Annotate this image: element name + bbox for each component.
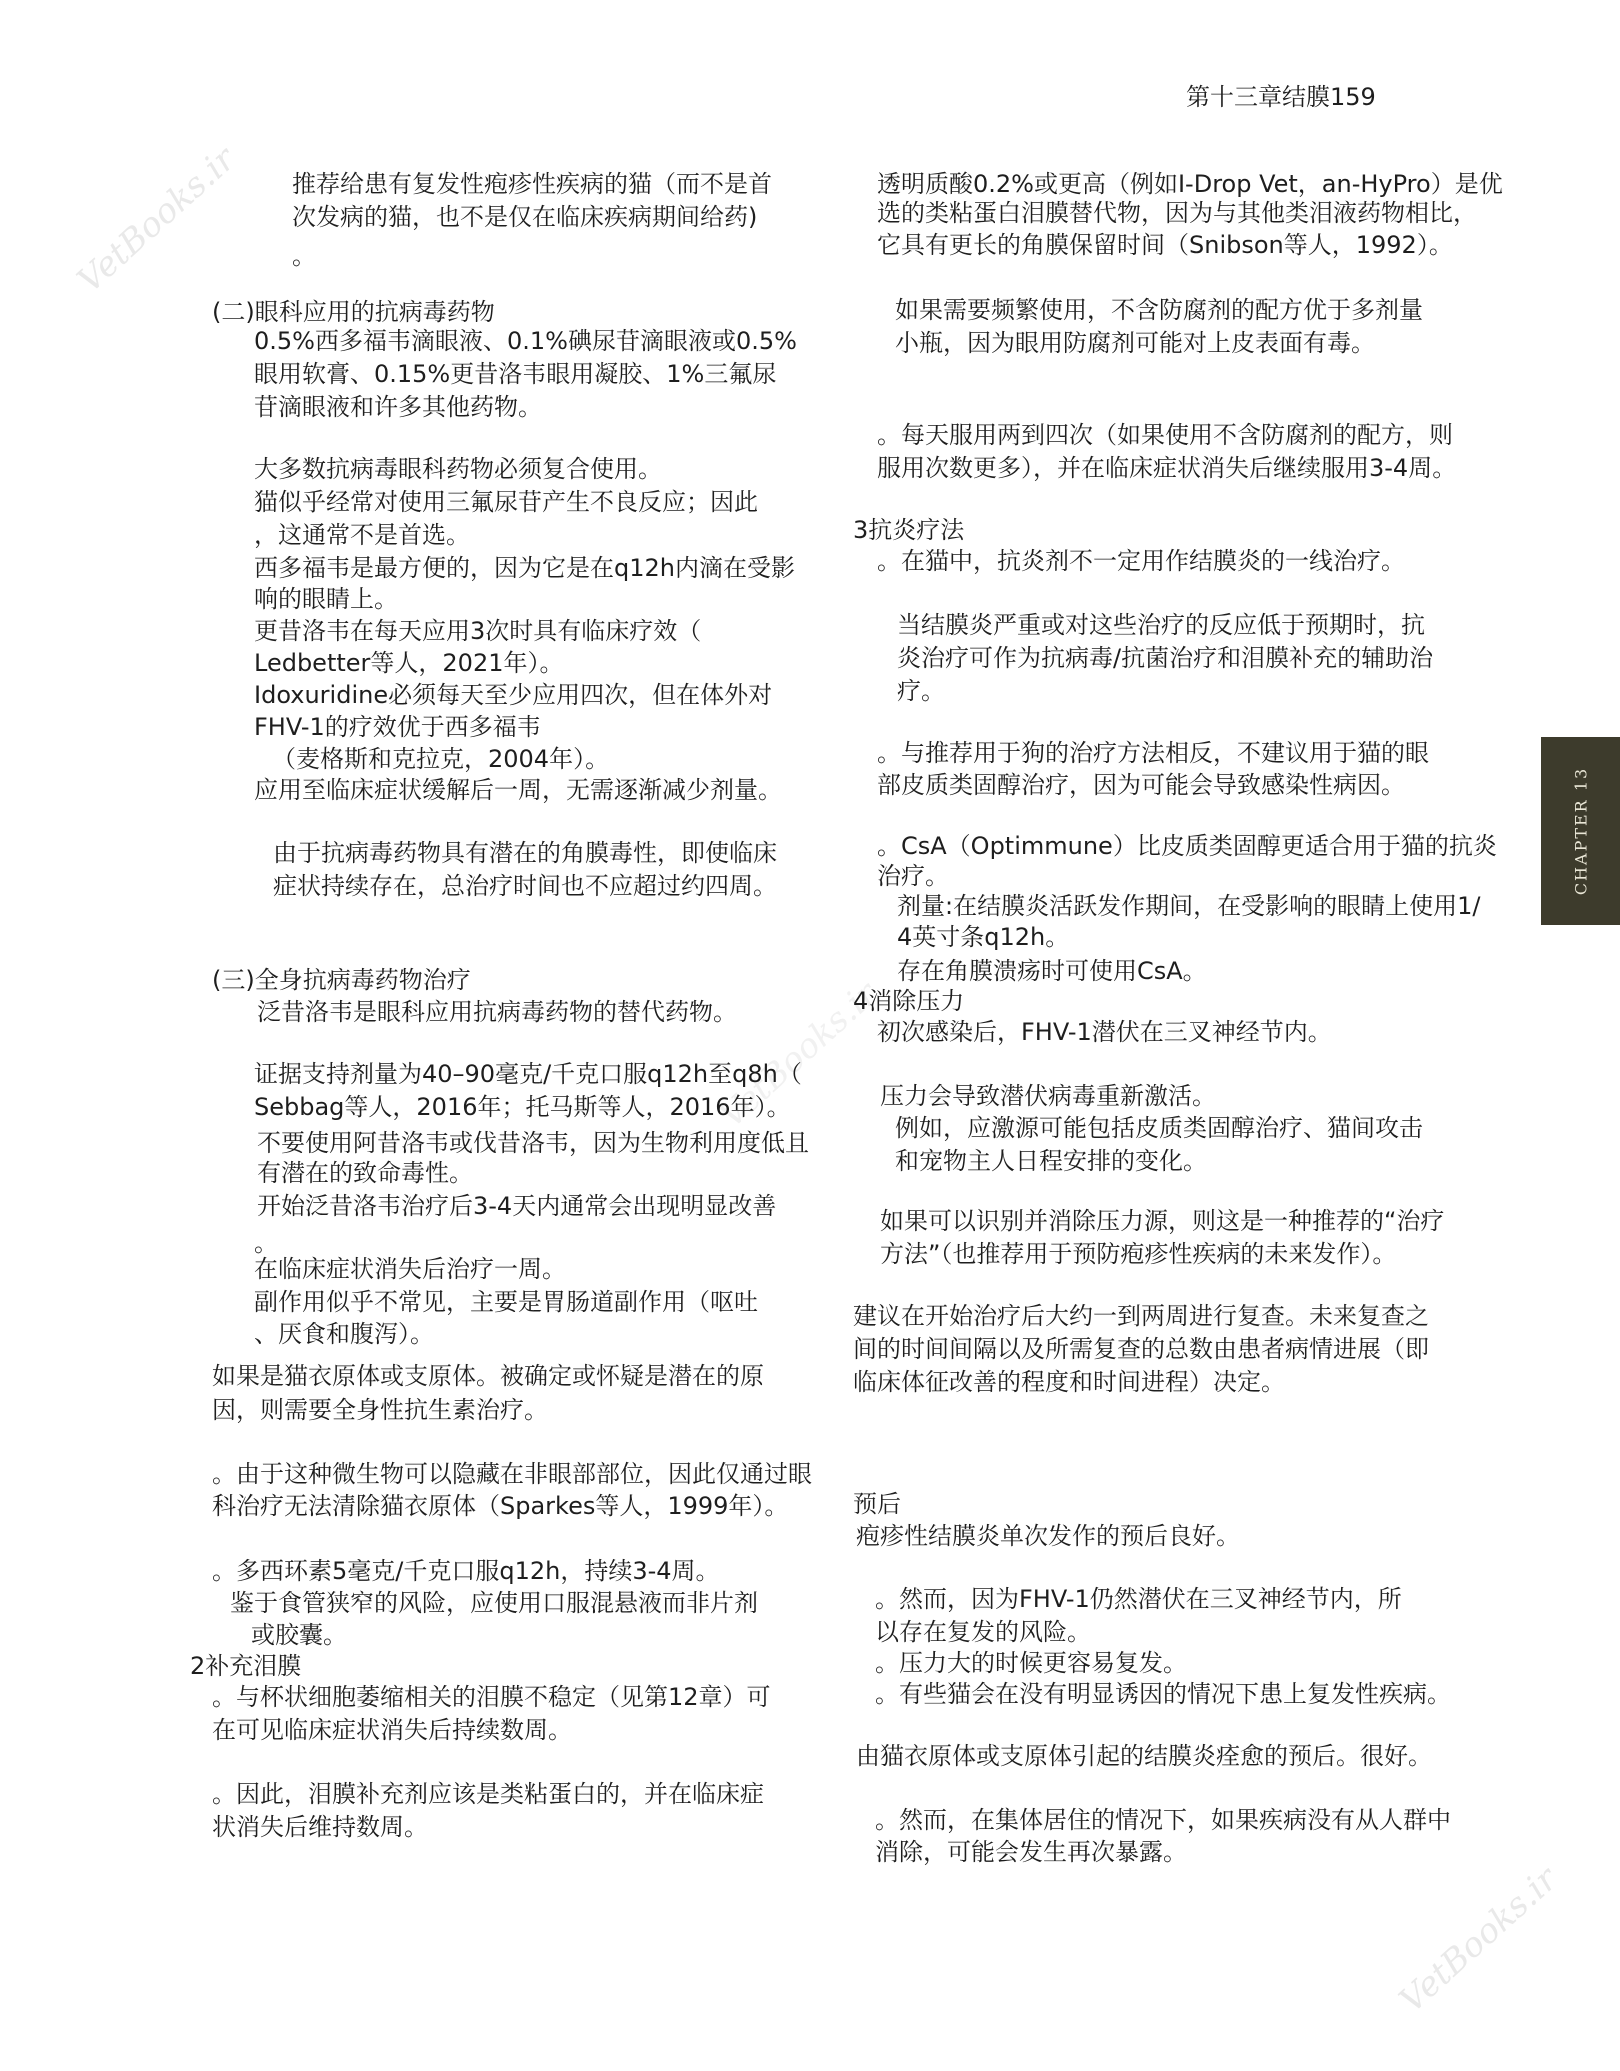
text-line: 如果需要频繁使用，不含防腐剂的配方优于多剂量 xyxy=(895,296,1423,324)
text-line: 建议在开始治疗后大约一到两周进行复查。未来复查之 xyxy=(853,1302,1429,1330)
text-line: 间的时间间隔以及所需复查的总数由患者病情进展（即 xyxy=(853,1335,1429,1363)
text-line: 以存在复发的风险。 xyxy=(875,1618,1091,1646)
section-heading: 4消除压力 xyxy=(853,987,965,1015)
text-line: 科治疗无法清除猫衣原体（Sparkes等人，1999年）。 xyxy=(212,1492,789,1520)
text-line: 如果可以识别并消除压力源，则这是一种推荐的“治疗 xyxy=(880,1207,1445,1235)
text-line: 次发病的猫，也不是仅在临床疾病期间给药) xyxy=(292,203,758,231)
text-line: 。与推荐用于狗的治疗方法相反，不建议用于猫的眼 xyxy=(877,739,1429,767)
text-line: 泛昔洛韦是眼科应用抗病毒药物的替代药物。 xyxy=(257,998,737,1026)
text-line: 。由于这种微生物可以隐藏在非眼部部位，因此仅通过眼 xyxy=(212,1460,812,1488)
text-line: 疱疹性结膜炎单次发作的预后良好。 xyxy=(856,1522,1240,1550)
text-line: 眼用软膏、0.15%更昔洛韦眼用凝胶、1%三氟尿 xyxy=(254,360,777,388)
page-header: 第十三章结膜159 xyxy=(1186,83,1376,111)
text-line: 由于抗病毒药物具有潜在的角膜毒性，即使临床 xyxy=(273,839,777,867)
text-line: 炎治疗可作为抗病毒/抗菌治疗和泪膜补充的辅助治 xyxy=(897,644,1434,672)
text-line: 西多福韦是最方便的，因为它是在q12h内滴在受影 xyxy=(254,554,795,582)
text-line: 透明质酸0.2%或更高（例如I-Drop Vet，an-HyPro）是优 xyxy=(877,170,1503,198)
text-line: 。压力大的时候更容易复发。 xyxy=(875,1649,1187,1677)
text-line: 4英寸条q12h。 xyxy=(897,923,1070,951)
text-line: Sebbag等人，2016年；托马斯等人，2016年）。 xyxy=(254,1093,791,1121)
text-line: 在临床症状消失后治疗一周。 xyxy=(254,1255,566,1283)
text-line: 。然而，在集体居住的情况下，如果疾病没有从人群中 xyxy=(875,1806,1451,1834)
text-line: 。 xyxy=(292,242,316,270)
text-line: 存在角膜溃疡时可使用CsA。 xyxy=(897,957,1207,985)
watermark-top: VetBooks.ir xyxy=(69,139,244,301)
text-line: 。然而，因为FHV-1仍然潜伏在三叉神经节内，所 xyxy=(875,1585,1402,1613)
text-line: 。在猫中，抗炎剂不一定用作结膜炎的一线治疗。 xyxy=(877,547,1405,575)
text-line: 如果是猫衣原体或支原体。被确定或怀疑是潜在的原 xyxy=(212,1362,764,1390)
text-line: 。 xyxy=(254,1229,278,1257)
text-line: 0.5%西多福韦滴眼液、0.1%碘尿苷滴眼液或0.5% xyxy=(254,327,797,355)
text-line: 有潜在的致命毒性。 xyxy=(257,1159,473,1187)
section-heading: (三)全身抗病毒药物治疗 xyxy=(212,966,471,994)
text-line: 开始泛昔洛韦治疗后3-4天内通常会出现明显改善 xyxy=(257,1192,777,1220)
text-line: 在可见临床症状消失后持续数周。 xyxy=(212,1716,572,1744)
text-line: 状消失后维持数周。 xyxy=(212,1813,428,1841)
watermark-bottom: VetBooks.ir xyxy=(1391,1859,1566,2021)
text-line: 当结膜炎严重或对这些治疗的反应低于预期时，抗 xyxy=(897,611,1425,639)
text-line: 不要使用阿昔洛韦或伐昔洛韦，因为生物利用度低且 xyxy=(257,1129,809,1157)
text-line: 副作用似乎不常见，主要是胃肠道副作用（呕吐 xyxy=(254,1288,758,1316)
text-line: FHV-1的疗效优于西多福韦 xyxy=(254,713,541,741)
text-line: 压力会导致潜伏病毒重新激活。 xyxy=(880,1082,1216,1110)
text-line: 大多数抗病毒眼科药物必须复合使用。 xyxy=(254,455,662,483)
text-line: 部皮质类固醇治疗，因为可能会导致感染性病因。 xyxy=(877,771,1405,799)
text-line: 方法”（也推荐用于预防疱疹性疾病的未来发作）。 xyxy=(880,1240,1397,1268)
text-line: 小瓶，因为眼用防腐剂可能对上皮表面有毒。 xyxy=(895,329,1375,357)
text-line: Idoxuridine必须每天至少应用四次，但在体外对 xyxy=(254,681,773,709)
text-line: 治疗。 xyxy=(877,862,949,890)
text-line: ，这通常不是首选。 xyxy=(254,521,470,549)
watermark-middle: VetBooks.ir xyxy=(711,974,886,1136)
text-line: 或胶囊。 xyxy=(251,1621,347,1649)
text-line: 剂量:在结膜炎活跃发作期间，在受影响的眼睛上使用1/ xyxy=(897,892,1481,920)
text-line: 响的眼睛上。 xyxy=(254,585,398,613)
section-heading: (二)眼科应用的抗病毒药物 xyxy=(212,298,495,326)
text-line: 消除，可能会发生再次暴露。 xyxy=(875,1838,1187,1866)
section-heading: 2补充泪膜 xyxy=(190,1652,302,1680)
text-line: 疗。 xyxy=(897,677,945,705)
text-line: 鉴于食管狭窄的风险，应使用口服混悬液而非片剂 xyxy=(230,1589,758,1617)
text-line: 应用至临床症状缓解后一周，无需逐渐减少剂量。 xyxy=(254,776,782,804)
text-line: 它具有更长的角膜保留时间（Snibson等人，1992）。 xyxy=(877,231,1453,259)
text-line: 。每天服用两到四次（如果使用不含防腐剂的配方，则 xyxy=(877,421,1453,449)
text-line: 。与杯状细胞萎缩相关的泪膜不稳定（见第12章）可 xyxy=(212,1683,771,1711)
text-line: 苷滴眼液和许多其他药物。 xyxy=(254,393,542,421)
text-line: 初次感染后，FHV-1潜伏在三叉神经节内。 xyxy=(877,1018,1332,1046)
text-line: 。CsA（Optimmune）比皮质类固醇更适合用于猫的抗炎 xyxy=(877,832,1497,860)
text-line: 服用次数更多），并在临床症状消失后继续服用3-4周。 xyxy=(877,454,1457,482)
chapter-tab xyxy=(1541,737,1620,925)
text-line: 证据支持剂量为40–90毫克/千克口服q12h至q8h（ xyxy=(254,1060,802,1088)
text-line: 。多西环素5毫克/千克口服q12h，持续3-4周。 xyxy=(212,1557,720,1585)
section-heading: 3抗炎疗法 xyxy=(853,516,965,544)
text-line: Ledbetter等人，2021年）。 xyxy=(254,649,564,677)
text-line: 选的类粘蛋白泪膜替代物，因为与其他类泪液药物相比， xyxy=(877,199,1477,227)
text-line: 由猫衣原体或支原体引起的结膜炎痊愈的预后。很好。 xyxy=(856,1742,1432,1770)
chapter-tab-label: CHAPTER 13 xyxy=(1571,766,1590,896)
text-line: 例如，应激源可能包括皮质类固醇治疗、猫间攻击 xyxy=(895,1114,1423,1142)
text-line: 症状持续存在，总治疗时间也不应超过约四周。 xyxy=(273,872,777,900)
text-line: 。因此，泪膜补充剂应该是类粘蛋白的，并在临床症 xyxy=(212,1780,764,1808)
text-line: 更昔洛韦在每天应用3次时具有临床疗效（ xyxy=(254,617,702,645)
text-line: 因，则需要全身性抗生素治疗。 xyxy=(212,1396,548,1424)
text-line: 和宠物主人日程安排的变化。 xyxy=(895,1147,1207,1175)
text-line: 猫似乎经常对使用三氟尿苷产生不良反应；因此 xyxy=(254,488,758,516)
section-heading: 预后 xyxy=(853,1490,901,1518)
text-line: 、厌食和腹泻）。 xyxy=(254,1320,434,1348)
text-line: （麦格斯和克拉克，2004年）。 xyxy=(272,745,610,773)
text-line: 推荐给患有复发性疱疹性疾病的猫（而不是首 xyxy=(292,170,772,198)
text-line: 。有些猫会在没有明显诱因的情况下患上复发性疾病。 xyxy=(875,1680,1451,1708)
text-line: 临床体征改善的程度和时间进程）决定。 xyxy=(853,1368,1285,1396)
